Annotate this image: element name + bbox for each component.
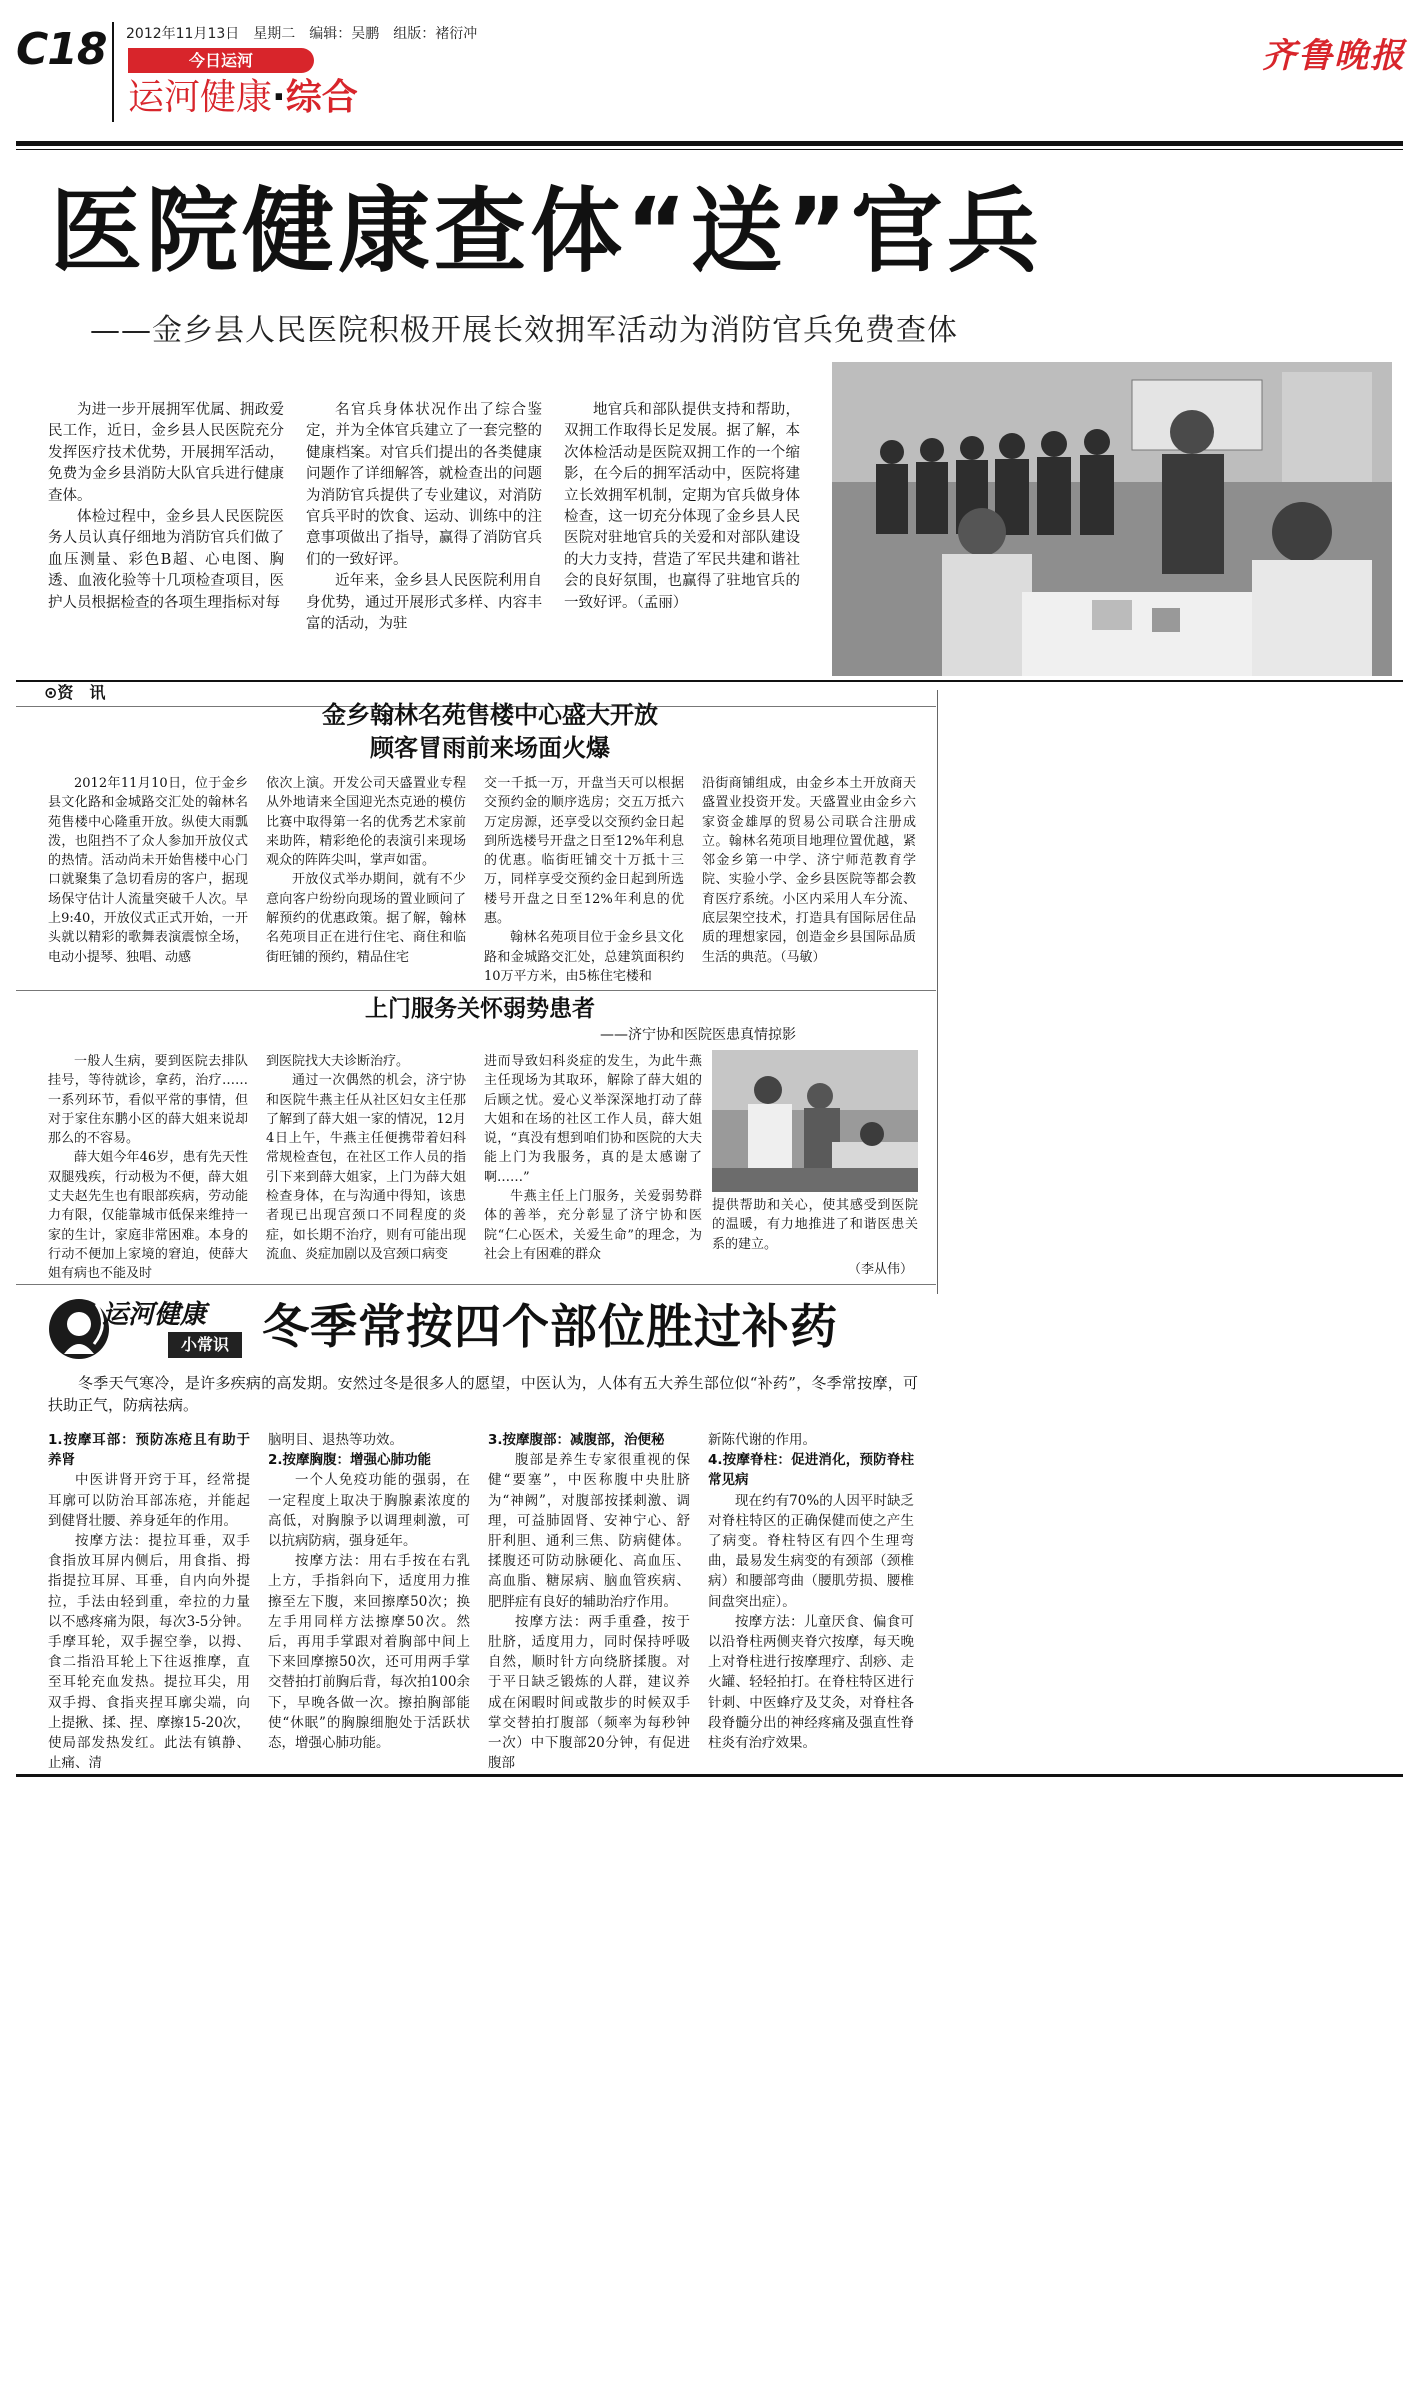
section-title [128, 76, 358, 120]
paragraph: 翰林名苑项目位于金乡县文化路和金城路交汇处，总建筑面积约10万平方米，由5栋住宅楼和 [484, 930, 684, 984]
tips-logo-main: 运河健康 [102, 1300, 207, 1330]
paragraph: 开放仪式举办期间，就有不少意向客户纷纷向现场的置业顾问了解预约的优惠政策。据了解，翰林名苑项目正在进行住宅、商住和临街旺铺的预约，精品住宅 [266, 872, 466, 965]
paragraph: 交一千抵一万，开盘当天可以根据交预约金的顺序选房；交五万抵六万定房源，还享受以交预约金日起到所选楼号开盘之日至12%年利息的优惠。临街旺铺交十万抵十三万，同样享受交预约金日起到所选楼号开盘之日至12%年利息的优惠。 [484, 776, 684, 927]
art2-title: 上门服务关怀弱势患者 [365, 996, 595, 1022]
paragraph: 新陈代谢的作用。 [708, 1432, 816, 1448]
paragraph: 牛燕主任上门服务，关爱弱势群体的善举，充分彰显了济宁协和医院“仁心医术，关爱生命”的理念，为社会上有困难的群众 [484, 1189, 702, 1262]
paragraph: 通过一次偶然的机会，济宁协和医院牛燕主任从社区妇女主任那了解到了薛大姐一家的情况，12月4日上午，牛燕主任便携带着妇科常规检查包，在社区工作人员的指引下来到薛大姐家，上门为薛大姐检查身体，在与沟通中得知，该患者现已出现宫颈口不同程度的炎症，如长期不治疗，则有可能出现流血、炎症加剧以及宫颈口病变 [266, 1073, 466, 1262]
section-tag: 今日运河 [128, 48, 314, 73]
header-rule-thin [16, 149, 1403, 150]
paragraph: 腹部是养生专家很重视的保健“要塞”，中医称腹中央肚脐为“神阙”，对腹部按揉刺激、调理，可益肺固肾、安神宁心、舒肝利胆、通利三焦、防病健体。揉腹还可防动脉硬化、高血压、高血脂、糖尿病、脑血管疾病、肥胖症有良好的辅助治疗作用。 [488, 1452, 690, 1610]
art2-byline: （李从伟） [848, 1262, 914, 1277]
tips-logo-sub: 小常识 [168, 1332, 242, 1358]
paragraph: 脑明目、退热等功效。 [268, 1432, 403, 1448]
subheading: 3.按摩腹部：减腹部，治便秘 [488, 1432, 665, 1448]
art2-col-4 [712, 1196, 918, 1256]
section-title-sub: 综合 [285, 77, 358, 118]
tips-col-2 [268, 1430, 470, 1760]
art1-title: 金乡翰林名苑售楼中心盛大开放 [322, 701, 658, 729]
paragraph: 进而导致妇科炎症的发生，为此牛燕主任现场为其取环，解除了薛大姐的后顾之忧。爱心义举深深地打动了薛大姐和在场的社区工作人员，薛大姐说，“真没有想到咱们协和医院的大夫能上门为我服务，真的是太感谢了啊……” [484, 1054, 702, 1185]
paragraph: 到医院找大夫诊断治疗。 [266, 1054, 410, 1069]
paragraph: 按摩方法：两手重叠，按于肚脐，适度用力，同时保持呼吸自然，顺时针方向绕脐揉腹。对于平日缺乏锻炼的人群，建议养成在闲暇时间或散步的时候双手掌交替拍打腹部（频率为每秒钟一次）中下腹部20分钟，有促进腹部 [488, 1613, 690, 1772]
art1-col-3 [484, 774, 684, 982]
art2-col-3 [484, 1052, 702, 1282]
lead-bottom-rule [16, 680, 1403, 682]
lead-photo [832, 362, 1392, 676]
paragraph: 2012年11月10日，位于金乡县文化路和金城路交汇处的翰林名苑售楼中心隆重开放。纵使大雨瓢泼，也阻挡不了众人参加开放仪式的热情。活动尚未开始售楼中心门口就聚集了急切看房的客户，据现场保守估计人流量突破千人次。早上9:40，开放仪式正式开始，一开头就以精彩的歌舞表演震惊全场，电动小提琴、独唱、动感 [48, 776, 248, 965]
tips-title: 冬季常按四个部位胜过补药 [262, 1300, 838, 1355]
paragraph: 按摩方法：用右手按在右乳上方，手指斜向下，适度用力推擦至左下腹，来回擦摩50次；换左手用同样方法擦摩50次。然后，再用手掌跟对着胸部中间上下来回摩擦50次，还可用两手掌交替拍打前胸后背，每次拍100余下，早晚各做一次。擦拍胸部能使“休眠”的胸腺细胞处于活跃状态，增强心肺功能。 [268, 1553, 470, 1752]
lead-subhead: ——金乡县人民医院积极开展长效拥军活动为消防官兵免费查体 [90, 313, 958, 348]
art2-col-2 [266, 1052, 466, 1282]
paragraph: 体检过程中，金乡县人民医院医务人员认真仔细地为消防官兵们做了血压测量、彩色B超、心电图、胸透、血液化验等十几项检查项目，医护人员根据检查的各项生理指标对每 [48, 509, 284, 611]
tips-col-1 [48, 1430, 250, 1772]
paragraph: 沿街商铺组成，由金乡本土开放商天盛置业投资开发。天盛置业由金乡六家资金雄厚的贸易公司联合注册成立。翰林名苑项目地理位置优越，紧邻金乡第一中学、济宁师范教育学院、实验小学、金乡县医院等都会教育医疗系统。小区内采用人车分流、底层架空技术，打造具有国际居住品质的理想家园，创造金乡县国际品质生活的典范。（马敏） [702, 776, 916, 965]
lead-photo-image [832, 362, 1392, 676]
paragraph: 依次上演。开发公司天盛置业专程从外地请来全国迎光杰克逊的模仿比赛中取得第一名的优秀艺术家前来助阵，精彩绝伦的表演引来现场观众的阵阵尖叫，掌声如雷。 [266, 776, 466, 869]
header-divider [112, 22, 114, 122]
paragraph: 名官兵身体状况作出了综合鉴定，并为全体官兵建立了一套完整的健康档案。对官兵们提出的各类健康问题作了详细解答，就检查出的问题为消防官兵提供了专业建议，对消防官兵平时的饮食、运动、训练中的注意事项做出了指导，赢得了消防官兵们的一致好评。 [306, 402, 542, 568]
header-meta: 2012年11月13日 星期二 编辑：吴鹏 组版：褚衍冲 [126, 26, 478, 42]
art2-subtitle: ——济宁协和医院医患真情掠影 [600, 1027, 796, 1043]
paragraph: 现在约有70%的人因平时缺乏对脊柱特区的正确保健而使之产生了病变。脊柱特区有四个生理弯曲，最易发生病变的有颈部（颈椎病）和腰部弯曲（腰肌劳损、腰椎间盘突出症）。 [708, 1492, 914, 1610]
tips-col-3 [488, 1430, 690, 1772]
paragraph: 近年来，金乡县人民医院利用自身优势，通过开展形式多样、内容丰富的活动，为驻 [306, 573, 542, 633]
art2-photo-image [712, 1050, 918, 1192]
tips-logo [44, 1294, 244, 1364]
subheading: 4.按摩脊柱：促进消化，预防脊柱常见病 [708, 1452, 914, 1489]
art1-col-4 [702, 774, 916, 982]
right-column-divider [937, 690, 938, 1294]
art2-photo [712, 1050, 918, 1192]
art1-subtitle: 顾客冒雨前来场面火爆 [370, 734, 610, 762]
paragraph: 提供帮助和关心，使其感受到医院的温暖，有力地推进了和谐医患关系的建立。 [712, 1198, 918, 1252]
lead-col-2 [306, 400, 542, 662]
art1-bottom-rule [16, 990, 936, 991]
paragraph: 按摩方法：提拉耳垂，双手食指放耳屏内侧后，用食指、拇指提拉耳屏、耳垂，自内向外提拉，手法由轻到重，牵拉的力量以不感疼痛为限，每次3-5分钟。手摩耳轮，双手握空拳，以拇、食二指沿耳轮上下往返推摩，直至耳轮充血发热。提拉耳尖，用双手拇、食指夹捏耳廓尖端，向上提揪、揉、捏、摩擦15-20次，使局部发热发红。此法有镇静、止痛、清 [48, 1533, 250, 1772]
lead-headline: 医院健康查体“送”官兵 [50, 178, 1043, 285]
paragraph: 冬季天气寒冷，是许多疾病的高发期。安然过冬是很多人的愿望，中医认为，人体有五大养生部位似“补药”，冬季常按摩，可扶助正气，防病祛病。 [48, 1374, 918, 1414]
lead-col-3 [564, 400, 800, 662]
paragraph: 为进一步开展拥军优属、拥政爱民工作，近日，金乡县人民医院充分发挥医疗技术优势，开展拥军活动，免费为金乡县消防大队官兵进行健康查体。 [48, 402, 284, 504]
section-title-dot: · [272, 77, 286, 118]
tips-col-4 [708, 1430, 914, 1760]
art1-col-2 [266, 774, 466, 982]
info-bullet-icon: ⊙ [44, 683, 58, 702]
section-title-main: 运河健康 [128, 77, 273, 118]
art2-col-1 [48, 1052, 248, 1282]
lead-col-1 [48, 400, 284, 662]
art2-bottom-rule [16, 1284, 936, 1285]
art1-col-1 [48, 774, 248, 982]
paragraph: 一个人免疫功能的强弱，在一定程度上取决于胸腺素浓度的高低，对胸腺予以调理刺激，可以抗病防病，强身延年。 [268, 1472, 470, 1550]
paragraph: 薛大姐今年46岁，患有先天性双腿残疾，行动极为不便，薛大姐丈夫赵先生也有眼部疾病，劳动能力有限，仅能靠城市低保来维持一家的生计，家庭非常困难。本身的行动不便加上家境的窘迫，使薛大姐有病也不能及时 [48, 1150, 248, 1282]
paragraph: 按摩方法：儿童厌食、偏食可以沿脊柱两侧夹脊穴按摩，每天晚上对脊柱进行按摩理疗、刮痧、走火罐、轻轻拍打。在脊柱特区进行针刺、中医蜂疗及艾灸，对脊柱各段脊髓分出的神经疼痛及强直性脊柱炎有治疗效果。 [708, 1613, 914, 1752]
header-rule-thick [16, 141, 1403, 146]
paragraph: 地官兵和部队提供支持和帮助，双拥工作取得长足发展。据了解，本次体检活动是医院双拥工作的一个缩影，在今后的拥军活动中，医院将建立长效拥军机制，定期为官兵做身体检查，这一切充分体现了金乡县人民医院对驻地官兵的关爱和对部队建设的大力支持，营造了军民共建和谐社会的良好氛围，也赢得了驻地官兵的一致好评。（孟丽） [564, 402, 800, 611]
masthead-logo: 齐鲁晚报 [1262, 36, 1406, 76]
page-code: C18 [16, 24, 107, 75]
page-bottom-rule [16, 1774, 1403, 1777]
paragraph: 中医讲肾开窍于耳，经常提耳廓可以防治耳部冻疮，并能起到健肾壮腰、养身延年的作用。 [48, 1472, 250, 1529]
info-label-text: 资 讯 [57, 683, 106, 702]
subheading: 1.按摩耳部：预防冻疮且有助于养肾 [48, 1432, 250, 1469]
tips-intro [48, 1372, 918, 1422]
paragraph: 一般人生病，要到医院去排队挂号，等待就诊，拿药，治疗……一系列环节，看似平常的事情，但对于家住东鹏小区的薛大姐来说却那么的不容易。 [48, 1054, 248, 1147]
subheading: 2.按摩胸腹：增强心肺功能 [268, 1452, 432, 1469]
